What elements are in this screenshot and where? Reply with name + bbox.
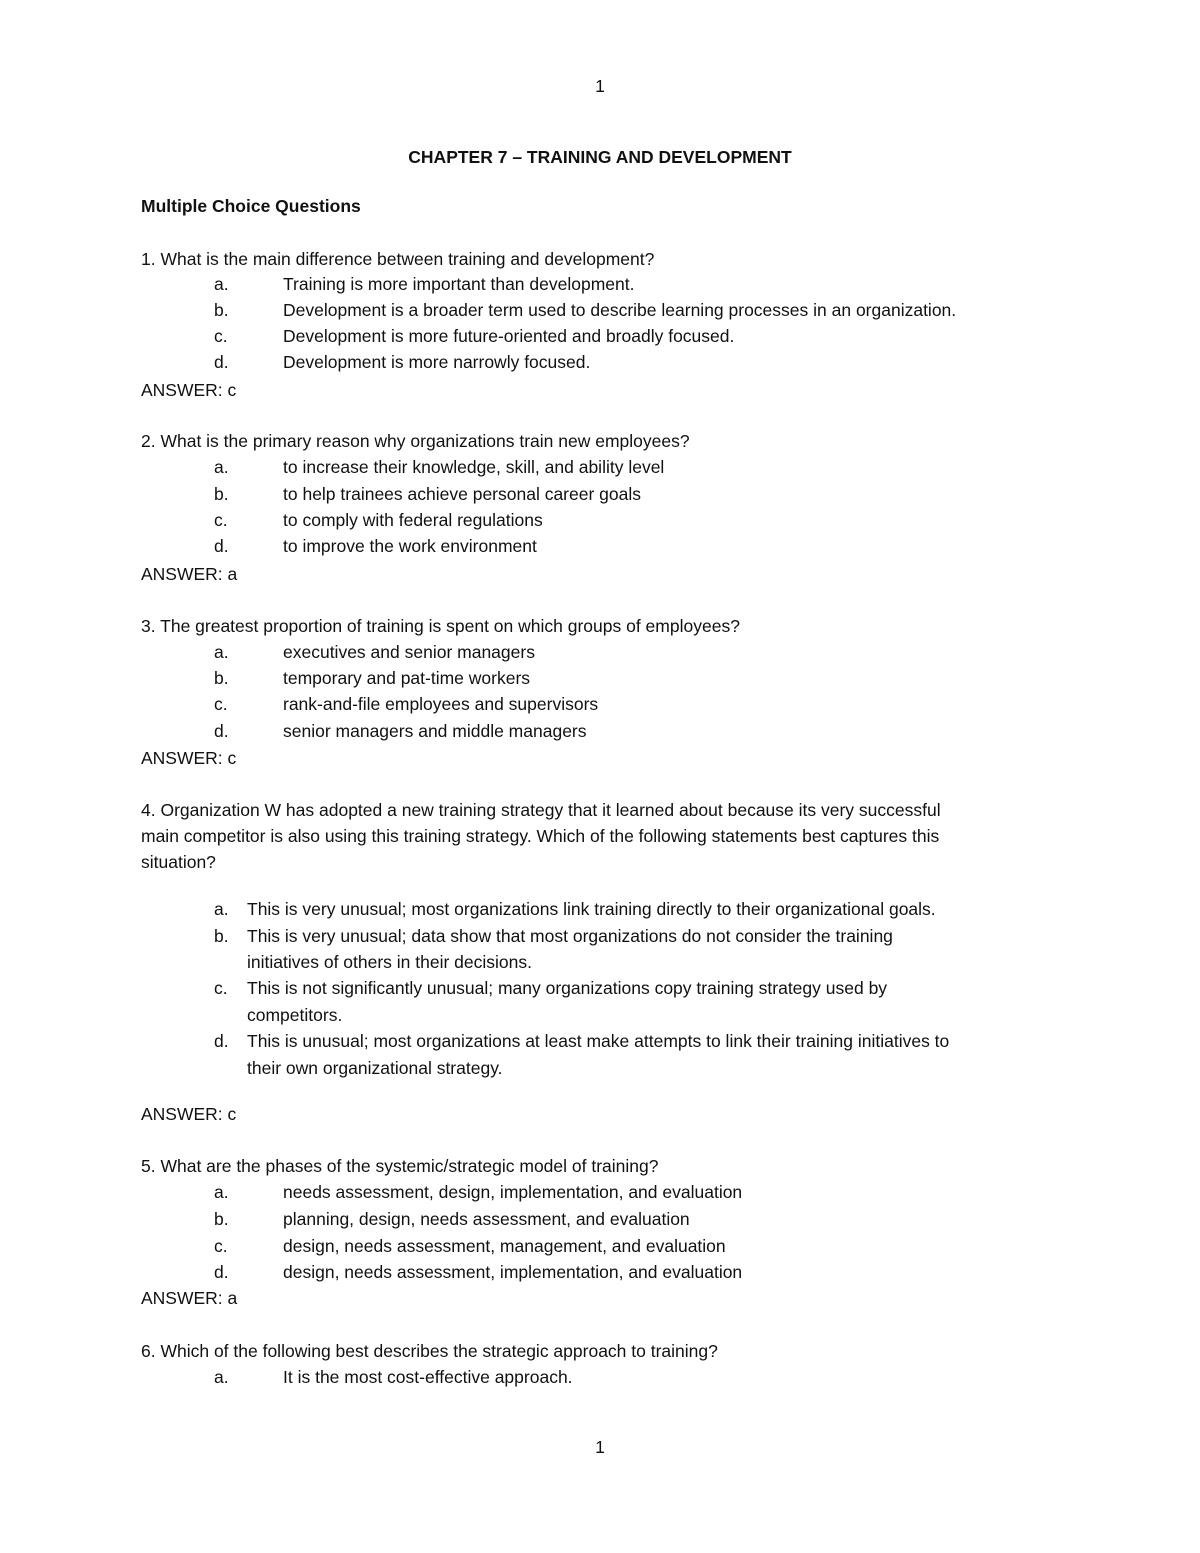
option-letter: a. (214, 899, 229, 919)
answer-line: ANSWER: c (141, 380, 237, 400)
question-text-line: main competitor is also using this training strategy. Which of the following statements best captures this (141, 826, 940, 846)
question-text-line: 1. What is the main difference between training and development? (141, 249, 655, 269)
option-text: It is the most cost-effective approach. (283, 1367, 573, 1387)
option-text: Development is more future-oriented and broadly focused. (283, 326, 735, 346)
option-text: to improve the work environment (283, 536, 537, 556)
option-text: design, needs assessment, management, and evaluation (283, 1236, 726, 1256)
option-letter: c. (214, 978, 228, 998)
option-letter: b. (214, 1209, 229, 1229)
option-letter: d. (214, 1031, 229, 1051)
answer-line: ANSWER: a (141, 1288, 238, 1308)
option-text: planning, design, needs assessment, and evaluation (283, 1209, 690, 1229)
option-letter: a. (214, 1182, 229, 1202)
option-text: executives and senior managers (283, 642, 535, 662)
option-text: rank-and-file employees and supervisors (283, 694, 599, 714)
option-letter: c. (214, 694, 228, 714)
option-text: their own organizational strategy. (247, 1058, 503, 1078)
option-letter: b. (214, 484, 229, 504)
header-page-number: 1 (595, 76, 605, 96)
option-letter: c. (214, 510, 228, 530)
option-letter: c. (214, 1236, 228, 1256)
question-text-line: 4. Organization W has adopted a new training strategy that it learned about because its very successful (141, 800, 941, 820)
answer-line: ANSWER: c (141, 748, 237, 768)
option-letter: d. (214, 352, 229, 372)
option-letter: d. (214, 721, 229, 741)
option-letter: d. (214, 1262, 229, 1282)
option-text: needs assessment, design, implementation, and evaluation (283, 1182, 743, 1202)
question-text-line: situation? (141, 852, 216, 872)
answer-line: ANSWER: c (141, 1104, 237, 1124)
option-text: temporary and pat-time workers (283, 668, 531, 688)
option-letter: b. (214, 668, 229, 688)
option-letter: a. (214, 642, 229, 662)
option-text: Training is more important than development. (283, 274, 635, 294)
option-letter: b. (214, 926, 229, 946)
option-text: Development is more narrowly focused. (283, 352, 591, 372)
option-letter: c. (214, 326, 228, 346)
section-heading: Multiple Choice Questions (141, 196, 361, 216)
option-text: initiatives of others in their decisions. (247, 952, 532, 972)
option-text: This is not significantly unusual; many organizations copy training strategy used by (247, 978, 888, 998)
answer-line: ANSWER: a (141, 564, 238, 584)
option-letter: a. (214, 274, 229, 294)
option-text: This is very unusual; data show that most organizations do not consider the training (247, 926, 893, 946)
option-text: This is very unusual; most organizations link training directly to their organizational goals. (247, 899, 936, 919)
option-letter: b. (214, 300, 229, 320)
option-text: design, needs assessment, implementation, and evaluation (283, 1262, 743, 1282)
option-letter: a. (214, 457, 229, 477)
question-text-line: 5. What are the phases of the systemic/strategic model of training? (141, 1156, 659, 1176)
option-text: competitors. (247, 1005, 343, 1025)
footer-page-number: 1 (595, 1437, 605, 1457)
option-letter: a. (214, 1367, 229, 1387)
question-text-line: 2. What is the primary reason why organizations train new employees? (141, 431, 690, 451)
option-text: Development is a broader term used to describe learning processes in an organization. (283, 300, 957, 320)
option-text: to increase their knowledge, skill, and ability level (283, 457, 665, 477)
chapter-title: CHAPTER 7 – TRAINING AND DEVELOPMENT (408, 147, 792, 167)
option-text: senior managers and middle managers (283, 721, 587, 741)
option-letter: d. (214, 536, 229, 556)
question-text-line: 6. Which of the following best describes the strategic approach to training? (141, 1341, 718, 1361)
option-text: This is unusual; most organizations at least make attempts to link their training initiatives to (247, 1031, 950, 1051)
option-text: to help trainees achieve personal career goals (283, 484, 641, 504)
question-text-line: 3. The greatest proportion of training is spent on which groups of employees? (141, 616, 740, 636)
option-text: to comply with federal regulations (283, 510, 543, 530)
